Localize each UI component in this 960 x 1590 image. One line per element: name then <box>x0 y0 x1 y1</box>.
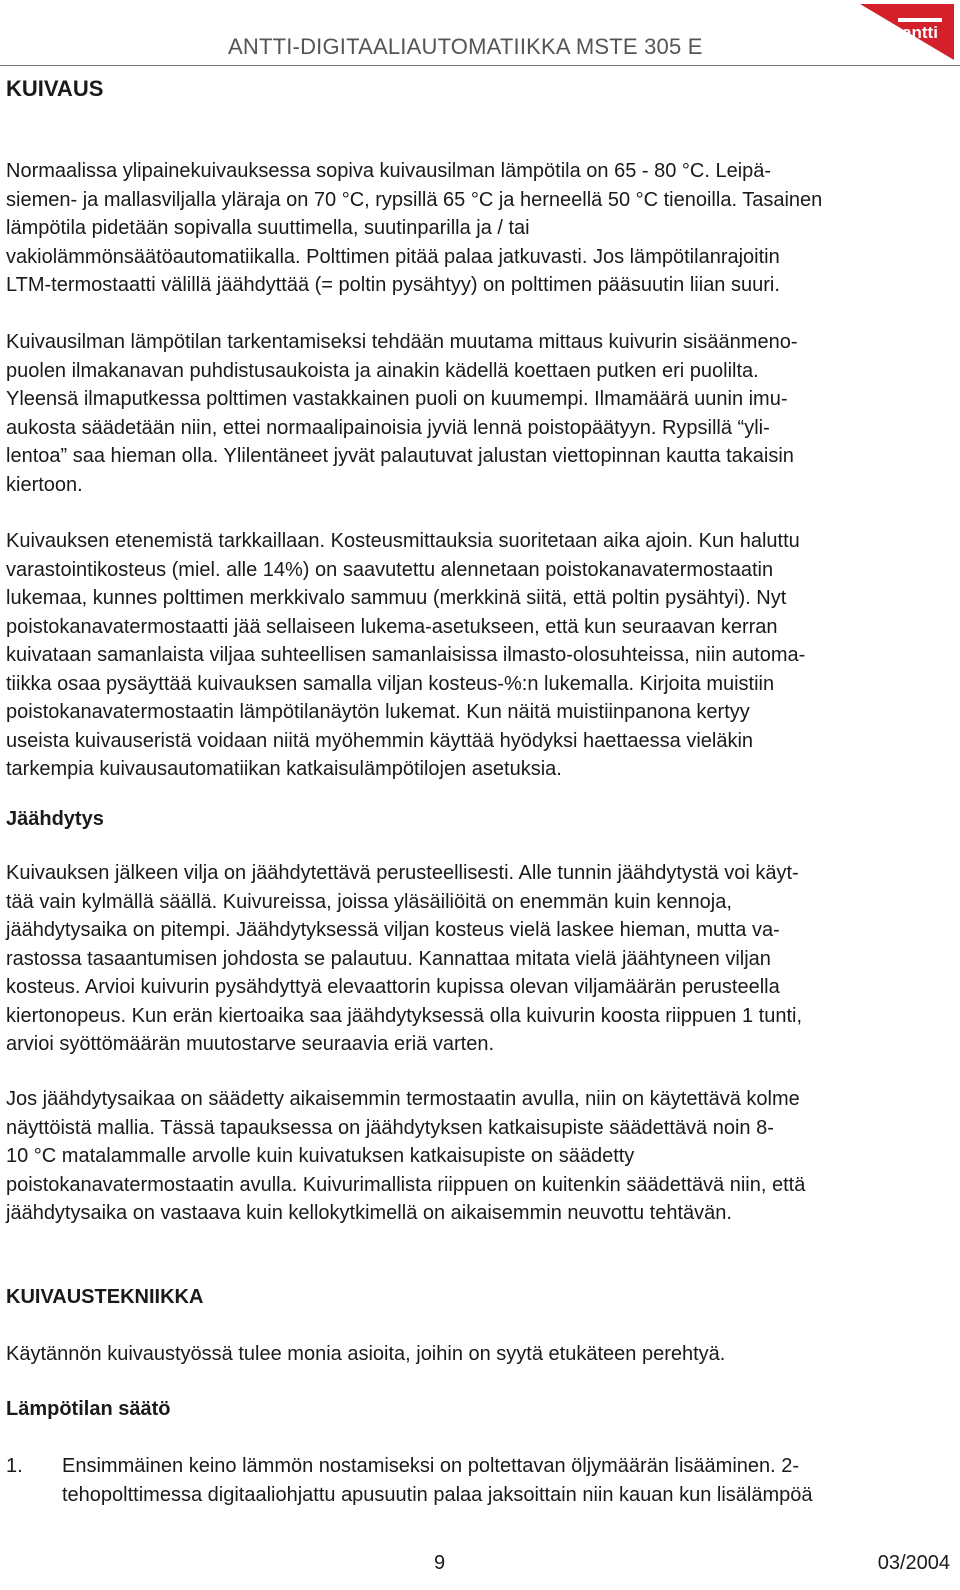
paragraph-technique-intro: Käytännön kuivaustyössä tulee monia asioita, joihin on syytä etukäteen perehtyä. <box>6 1343 726 1365</box>
list-item-number: 1. <box>6 1455 23 1477</box>
paragraph-cooling: Kuivauksen jälkeen vilja on jäähdytettävä perusteellisesti. Alle tunnin jäähdytystä voi käyt- tää vain kylmällä säällä. Kuivureissa, joissa yläsäiliöitä on enemmän kuin kennoja, jäähdytysaika on pitempi. Jäähdytyksessä viljan kosteus vielä laskee hieman, mutta va- rastossa tasaantumisen johdosta se palautuu. Kannattaa mitata vielä jäähtyneen viljan kosteus. Arvioi kuivurin pysähdyttyä elevaattorin kupissa olevan viljamäärän perusteella kiertonopeus. Kun erän kiertoaika saa jäähdytyksessä olla kuivurin koosta riippuen 1 tunti, arvioi syöttömäärän muutostarve seuraavia eriä varten. <box>6 862 803 1055</box>
list-item-text: Ensimmäinen keino lämmön nostamiseksi on poltettavan öljymäärän lisääminen. 2- tehopolttimessa digitaaliohjattu apusuutin palaa jaksoittain niin kauan kun lisälämpöä <box>62 1455 813 1506</box>
paragraph-cooling-thermostat: Jos jäähdytysaikaa on säädetty aikaisemmin termostaatin avulla, niin on käytettävä kolme näyttöistä mallia. Tässä tapauksessa on jäähdytyksen katkaisupiste säädettävä noin 8- 10 °C matalammalle arvolle kuin kuivatuksen katkaisupiste on säädetty poistokanavatermostaatin avulla. Kuivurimallista riippuen on kuitenkin säädettävä niin, että jäähdytysaika on vastaava kuin kellokytkimellä on aikaisemmin neuvottu tehtävän. <box>6 1088 806 1224</box>
list-item <box>6 1452 954 1510</box>
document-date: 03/2004 <box>877 1552 950 1574</box>
heading-temperature-control: Lämpötilan säätö <box>6 1398 171 1420</box>
paragraph-air-temperature-measurement: Kuivausilman lämpötilan tarkentamiseksi tehdään muutama mittaus kuivurin sisäänmeno- puolen ilmakanavan puhdistusaukoista ja ainakin kädellä koettaen putken eri puolilta. Yleensä ilmaputkessa polttimen vastakkainen puoli on kuumempi. Ilmamäärä uunin imu- aukosta säädetään niin, ettei normaalipainoisia jyviä lennä poistopäätyyn. Rypsillä “yli- lentoa” saa hieman olla. Ylilentäneet jyvät palautuvat jalustan viettopinnan kautta takaisin kiertoon. <box>6 331 798 496</box>
paragraph-drying-temperature: Normaalissa ylipainekuivauksessa sopiva kuivausilman lämpötila on 65 - 80 °C. Leipä- siemen- ja mallasviljalla yläraja on 70 °C, rypsillä 65 °C ja herneellä 50 °C tienoilla. Tasainen lämpötila pidetään sopivalla suuttimella, suutinparilla ja / tai vakiolämmönsäätöautomatiikalla. Polttimen pitää palaa jatkuvasti. Jos lämpötilanrajoitin LTM-termostaatti välillä jäähdyttää (= poltin pysähtyy) on polttimen pääsuutin liian suuri. <box>6 160 823 296</box>
document-header-title: ANTTI-DIGITAALIAUTOMATIIKKA MSTE 305 E <box>228 34 703 59</box>
antti-logo <box>842 4 954 60</box>
section-title-kuivaus: KUIVAUS <box>6 76 104 101</box>
header-divider <box>0 65 960 66</box>
paragraph-drying-progress: Kuivauksen etenemistä tarkkaillaan. Kosteusmittauksia suoritetaan aika ajoin. Kun haluttu varastointikosteus (miel. alle 14%) on saavutettu alennetaan poistokanavatermostaatin lukemaa, kunnes polttimen merkkivalo sammuu (merkkinä siitä, että poltin pysähtyi). Nyt poistokanavatermostaatti jää sellaiseen lukema-asetukseen, että kun seuraavan kerran kuivataan samanlaista viljaa suhteellisen samanlaisissa ilmasto-olosuhteissa, niin automa- tiikka osaa pysäyttää kuivauksen samalla viljan kosteus-%:n lukemalla. Kirjoita muistiin poistokanavatermostaatin lämpötilanäytön lukemat. Kun näitä muistiinpanona kertyy useista kuivauseristä voidaan niitä myöhemmin käyttää hyödyksi haettaessa vieläkin tarkempia kuivausautomatiikan katkaisulämpötilojen asetuksia. <box>6 530 806 780</box>
logo-text: antti <box>902 23 938 42</box>
heading-cooling: Jäähdytys <box>6 808 104 830</box>
page-number: 9 <box>434 1552 446 1574</box>
heading-drying-technique: KUIVAUSTEKNIIKKA <box>6 1286 204 1308</box>
